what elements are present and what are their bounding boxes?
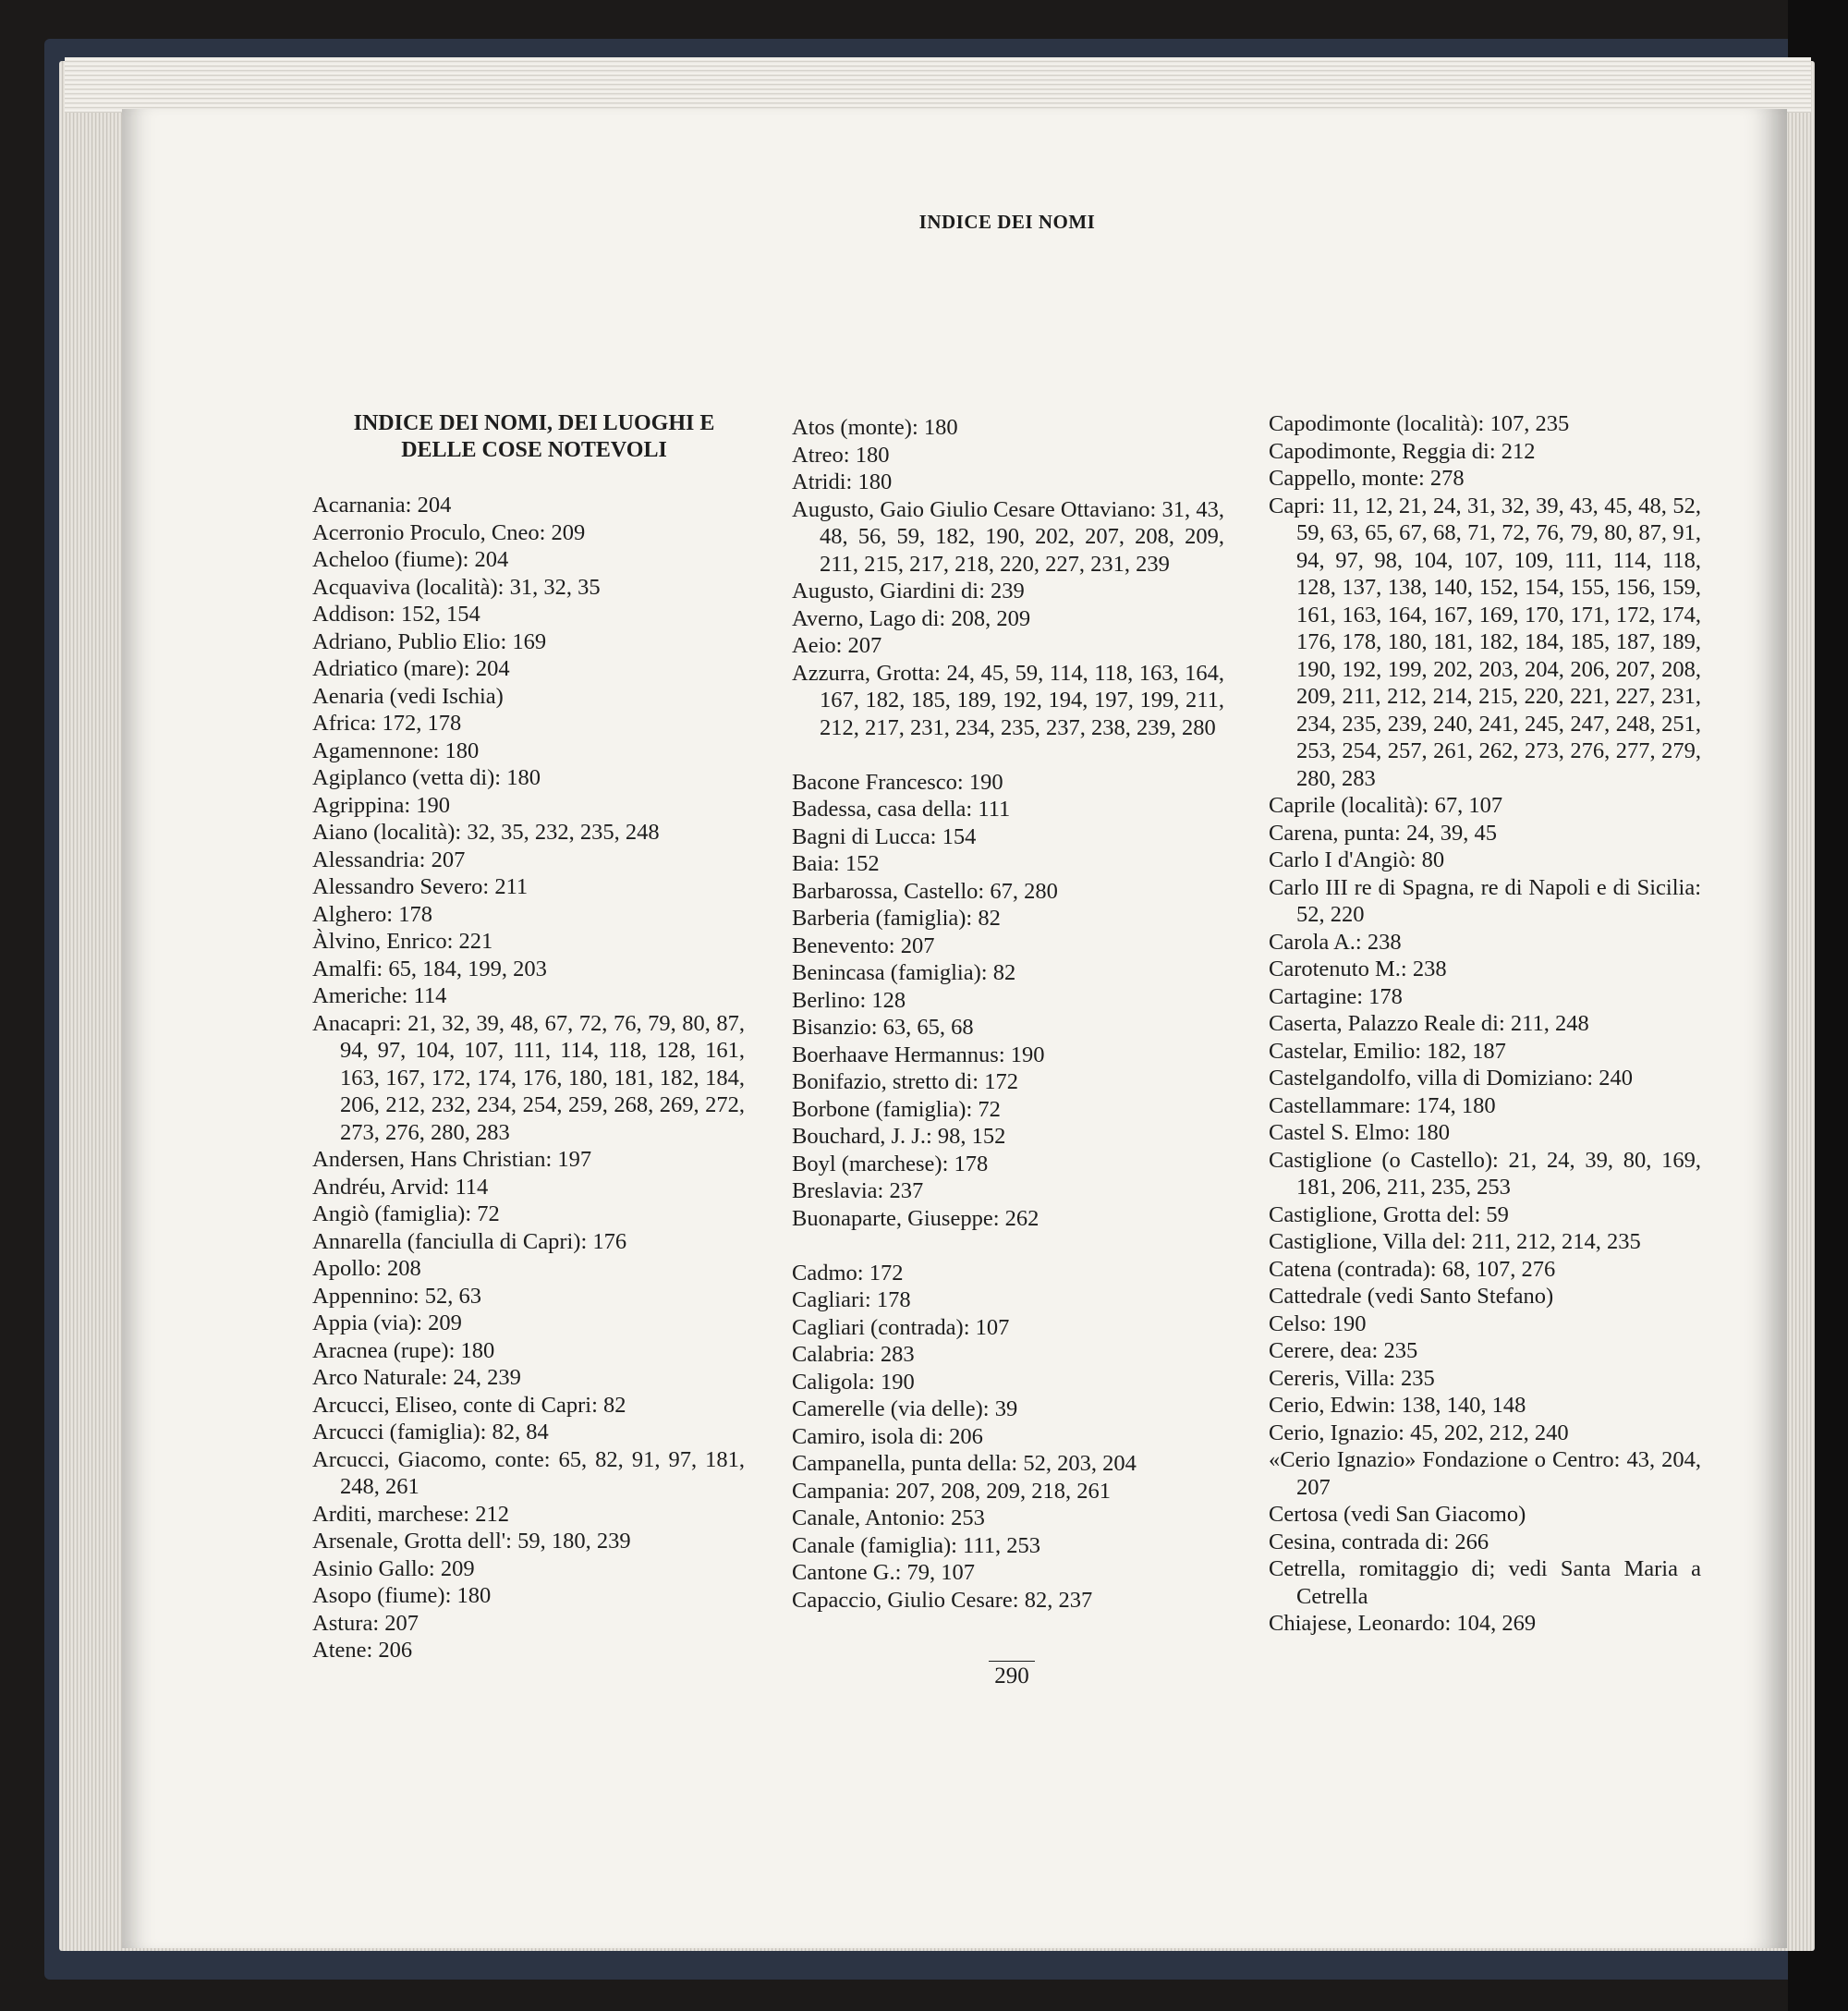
index-entry: Augusto, Giardini di: 239 bbox=[792, 579, 1025, 603]
index-entry: Alessandro Severo: 211 bbox=[312, 874, 529, 899]
index-heading: INDICE DEI NOMI, DEI LUOGHI E DELLE COSE NOTEVOLI bbox=[353, 411, 715, 462]
index-entry: Arcucci, Giacomo, conte: 65, 82, 91, 97, 181, 248, 261 bbox=[312, 1446, 745, 1499]
index-entry: Campania: 207, 208, 209, 218, 261 bbox=[792, 1478, 1112, 1504]
index-entry: Apollo: 208 bbox=[312, 1256, 421, 1281]
index-entry: Cerere, dea: 235 bbox=[1269, 1338, 1418, 1363]
index-entry: Cadmo: 172 bbox=[792, 1260, 904, 1286]
index-entry: Borbone (famiglia): 72 bbox=[792, 1096, 1001, 1122]
index-entry: Carena, punta: 24, 39, 45 bbox=[1269, 820, 1497, 846]
index-entry: Atene: 206 bbox=[312, 1638, 413, 1663]
index-entry: Carlo I d'Angiò: 80 bbox=[1269, 847, 1445, 872]
index-entry: Bonifazio, stretto di: 172 bbox=[792, 1069, 1018, 1094]
index-entry: Castiglione (o Castello): 21, 24, 39, 80, 169, 181, 206, 211, 235, 253 bbox=[1269, 1147, 1701, 1200]
index-entry: Carlo III re di Spagna, re di Napoli e di Sicilia: 52, 220 bbox=[1269, 874, 1701, 927]
index-entry: Acheloo (fiume): 204 bbox=[312, 547, 509, 572]
index-entry: Baia: 152 bbox=[792, 851, 880, 876]
index-entry: Acerronio Proculo, Cneo: 209 bbox=[312, 519, 586, 545]
index-entry: Azzurra, Grotta: 24, 45, 59, 114, 118, 163, 164, 167, 182, 185, 189, 192, 194, 197, 199, 211, 212, 217, 231, 234, 235, 237, 238, 239, 280 bbox=[792, 660, 1224, 740]
index-entry: Arsenale, Grotta dell': 59, 180, 239 bbox=[312, 1529, 631, 1554]
index-entry: Castel S. Elmo: 180 bbox=[1269, 1120, 1450, 1145]
column-2-entries bbox=[792, 414, 1224, 1614]
index-entry: Cappello, monte: 278 bbox=[1269, 466, 1465, 491]
index-entry: Castelar, Emilio: 182, 187 bbox=[1269, 1038, 1506, 1064]
index-entry: Adriano, Publio Elio: 169 bbox=[312, 628, 547, 654]
index-entry: Campanella, punta della: 52, 203, 204 bbox=[792, 1451, 1137, 1476]
index-entry: Castiglione, Grotta del: 59 bbox=[1269, 1201, 1509, 1227]
index-entry: Americhe: 114 bbox=[312, 983, 447, 1008]
index-entry: Asopo (fiume): 180 bbox=[312, 1583, 492, 1608]
index-entry: Atridi: 180 bbox=[792, 469, 893, 494]
index-entry: Anacapri: 21, 32, 39, 48, 67, 72, 76, 79, 80, 87, 94, 97, 104, 107, 111, 114, 118, 128, 161, 163, 167, 172, 174, 176, 180, 181, 182, 184, 206, 212, 232, 234, 254, 259, 268, 269, 272, 273, 276, 280, 283 bbox=[312, 1010, 745, 1145]
index-entry: Agamennone: 180 bbox=[312, 737, 480, 763]
index-entry: Cantone G.: 79, 107 bbox=[792, 1560, 976, 1585]
index-entry: Capodimonte (località): 107, 235 bbox=[1269, 411, 1570, 436]
index-entry: Aeio: 207 bbox=[792, 633, 882, 658]
page-number: 290 bbox=[989, 1661, 1035, 1689]
index-entry: Benincasa (famiglia): 82 bbox=[792, 960, 1016, 985]
index-column-2 bbox=[792, 414, 1224, 1614]
index-entry: Boerhaave Hermannus: 190 bbox=[792, 1042, 1045, 1067]
index-entry: «Cerio Ignazio» Fondazione o Centro: 43, 204, 207 bbox=[1269, 1447, 1701, 1500]
letter-section-gap bbox=[792, 741, 1224, 769]
index-entry: Buonaparte, Giuseppe: 262 bbox=[792, 1205, 1040, 1231]
index-entry: Alghero: 178 bbox=[312, 901, 432, 927]
index-entry: Africa: 172, 178 bbox=[312, 711, 462, 736]
index-entry: Atreo: 180 bbox=[792, 442, 890, 468]
index-entry: Badessa, casa della: 111 bbox=[792, 797, 1011, 822]
index-entry: Àlvino, Enrico: 221 bbox=[312, 929, 493, 954]
index-entry: Capri: 11, 12, 21, 24, 31, 32, 39, 43, 45, 48, 52, 59, 63, 65, 67, 68, 71, 72, 76, 79, 80, 87, 91, 94, 97, 98, 104, 107, 109, 111, 114, 118, 128, 137, 138, 140, 152, 154, 155, 156, 159, 161, 163, 164, 167, 169, 170, 171, 172, 174, 176, 178, 180, 181, 182, 184, 185, 187, 189, 190, 192, 199, 202, 203, 204, 206, 207, 208, 209, 211, 212, 214, 215, 220, 221, 227, 231, 234, 235, 239, 240, 241, 245, 247, 248, 251, 253, 254, 257, 261, 262, 273, 276, 277, 279, 280, 283 bbox=[1269, 493, 1701, 791]
index-entry: Camerelle (via delle): 39 bbox=[792, 1396, 1018, 1421]
letter-section-gap bbox=[792, 1232, 1224, 1260]
index-entry: Cagliari: 178 bbox=[792, 1287, 911, 1312]
index-entry: Camiro, isola di: 206 bbox=[792, 1423, 983, 1449]
index-entry: Cetrella, romitaggio di; vedi Santa Maria a Cetrella bbox=[1269, 1556, 1701, 1609]
index-entry: Capodimonte, Reggia di: 212 bbox=[1269, 438, 1536, 464]
index-entry: Arditi, marchese: 212 bbox=[312, 1501, 509, 1527]
page-edges-top bbox=[65, 57, 1811, 113]
index-entry: Adriatico (mare): 204 bbox=[312, 656, 510, 681]
index-entry: Andréu, Arvid: 114 bbox=[312, 1174, 489, 1200]
index-entry: Castelgandolfo, villa di Domiziano: 240 bbox=[1269, 1066, 1633, 1091]
index-entry: Arcucci (famiglia): 82, 84 bbox=[312, 1420, 549, 1444]
index-entry: Certosa (vedi San Giacomo) bbox=[1269, 1502, 1526, 1527]
index-entry: Benevento: 207 bbox=[792, 932, 935, 958]
index-entry: Alessandria: 207 bbox=[312, 847, 466, 872]
index-entry: Cerio, Ignazio: 45, 202, 212, 240 bbox=[1269, 1420, 1569, 1445]
index-entry: Averno, Lago di: 208, 209 bbox=[792, 605, 1031, 631]
index-entry: Bisanzio: 63, 65, 68 bbox=[792, 1015, 974, 1040]
index-entry: Canale, Antonio: 253 bbox=[792, 1505, 985, 1530]
index-entry: Barberia (famiglia): 82 bbox=[792, 906, 1001, 931]
index-entry: Atos (monte): 180 bbox=[792, 415, 958, 440]
index-entry: Capaccio, Giulio Cesare: 82, 237 bbox=[792, 1587, 1093, 1613]
index-entry: Cagliari (contrada): 107 bbox=[792, 1314, 1010, 1340]
index-entry: Berlino: 128 bbox=[792, 987, 906, 1013]
index-entry: Asinio Gallo: 209 bbox=[312, 1555, 475, 1581]
index-entry: Astura: 207 bbox=[312, 1610, 419, 1636]
index-entry: Agrippina: 190 bbox=[312, 792, 451, 818]
index-entry: Canale (famiglia): 111, 253 bbox=[792, 1532, 1040, 1558]
index-entry: Celso: 190 bbox=[1269, 1310, 1367, 1336]
index-entry: Augusto, Gaio Giulio Cesare Ottaviano: 31, 43, 48, 56, 59, 182, 190, 202, 207, 208, 209, 211, 215, 217, 218, 220, 227, 231, 239 bbox=[792, 496, 1224, 577]
index-entry: Barbarossa, Castello: 67, 280 bbox=[792, 878, 1058, 904]
index-entry: Carotenuto M.: 238 bbox=[1269, 957, 1447, 981]
index-entry: Chiajese, Leonardo: 104, 269 bbox=[1269, 1611, 1537, 1636]
index-entry: Aracnea (rupe): 180 bbox=[312, 1337, 495, 1363]
index-column-1 bbox=[312, 410, 745, 1664]
index-entry: Acarnania: 204 bbox=[312, 493, 452, 518]
index-entry: Angiò (famiglia): 72 bbox=[312, 1201, 500, 1226]
index-entry: Bouchard, J. J.: 98, 152 bbox=[792, 1124, 1006, 1149]
index-entry: Caprile (località): 67, 107 bbox=[1269, 793, 1503, 818]
index-entry: Cesina, contrada di: 266 bbox=[1269, 1529, 1489, 1554]
index-entry: Bacone Francesco: 190 bbox=[792, 769, 1003, 795]
index-entry: Boyl (marchese): 178 bbox=[792, 1151, 989, 1176]
index-entry: Castellammare: 174, 180 bbox=[1269, 1092, 1496, 1118]
index-entry: Cattedrale (vedi Santo Stefano) bbox=[1269, 1284, 1554, 1309]
index-entry: Cartagine: 178 bbox=[1269, 983, 1403, 1009]
index-entry: Acquaviva (località): 31, 32, 35 bbox=[312, 574, 601, 600]
index-entry: Addison: 152, 154 bbox=[312, 602, 480, 627]
running-head: INDICE DEI NOMI bbox=[918, 211, 1096, 233]
index-entry: Aenaria (vedi Ischia) bbox=[312, 683, 504, 709]
index-entry: Calabria: 283 bbox=[792, 1342, 915, 1367]
index-entry: Caserta, Palazzo Reale di: 211, 248 bbox=[1269, 1011, 1589, 1036]
index-column-3 bbox=[1269, 410, 1701, 1638]
index-entry: Aiano (località): 32, 35, 232, 235, 248 bbox=[312, 820, 660, 845]
index-entry: Arco Naturale: 24, 239 bbox=[312, 1365, 521, 1390]
column-1-entries bbox=[312, 492, 745, 1664]
column-3-entries bbox=[1269, 410, 1701, 1638]
index-entry: Cerio, Edwin: 138, 140, 148 bbox=[1269, 1393, 1526, 1418]
index-entry: Annarella (fanciulla di Capri): 176 bbox=[312, 1228, 627, 1254]
index-entry: Andersen, Hans Christian: 197 bbox=[312, 1147, 592, 1172]
index-entry: Carola A.: 238 bbox=[1269, 929, 1402, 955]
index-entry: Catena (contrada): 68, 107, 276 bbox=[1269, 1256, 1556, 1282]
index-entry: Cereris, Villa: 235 bbox=[1269, 1365, 1435, 1391]
index-entry: Bagni di Lucca: 154 bbox=[792, 823, 977, 849]
index-entry: Caligola: 190 bbox=[792, 1369, 915, 1395]
index-entry: Arcucci, Eliseo, conte di Capri: 82 bbox=[312, 1392, 626, 1418]
index-entry: Appia (via): 209 bbox=[312, 1310, 462, 1335]
index-entry: Amalfi: 65, 184, 199, 203 bbox=[312, 956, 547, 981]
index-entry: Castiglione, Villa del: 211, 212, 214, 235 bbox=[1269, 1229, 1641, 1254]
index-entry: Appennino: 52, 63 bbox=[312, 1283, 482, 1309]
index-entry: Agiplanco (vetta di): 180 bbox=[312, 765, 541, 790]
index-entry: Breslavia: 237 bbox=[792, 1178, 924, 1203]
